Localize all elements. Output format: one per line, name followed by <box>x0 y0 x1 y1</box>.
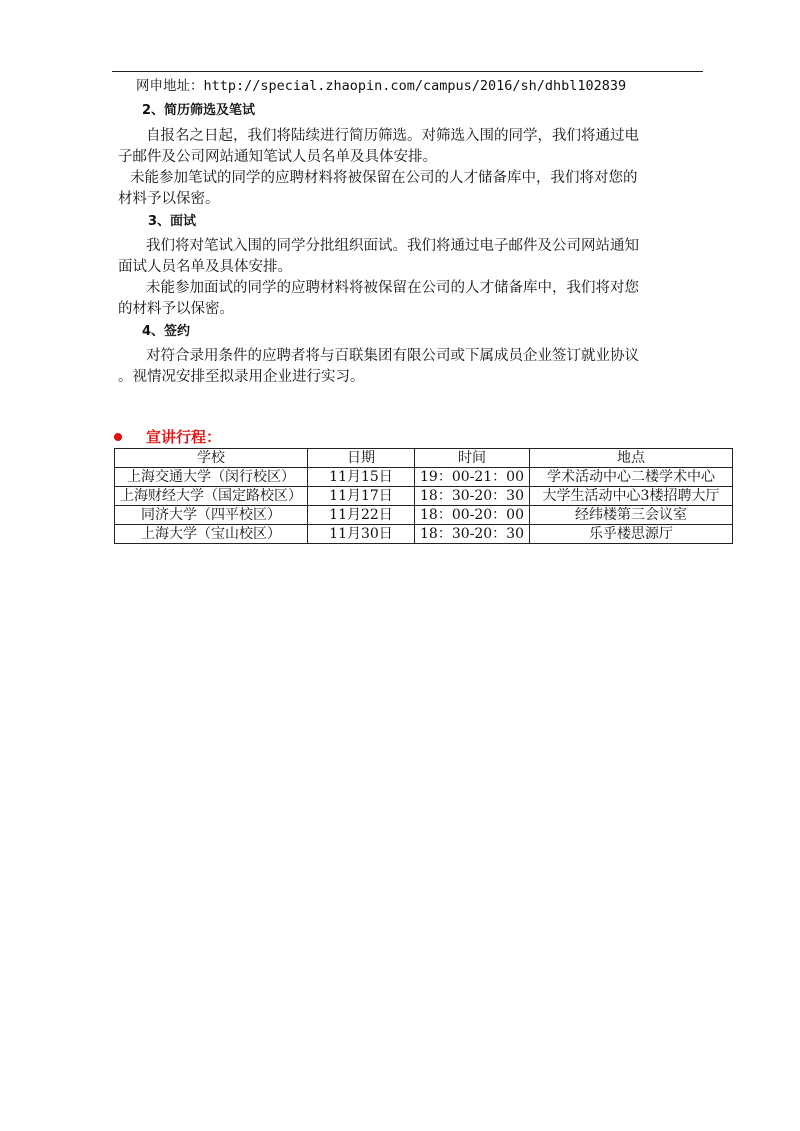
table-row <box>115 525 733 544</box>
cell-date: 11月22日 <box>308 506 415 525</box>
paragraph-line: 的材料予以保密。 <box>118 301 234 317</box>
paragraph-line: 。视情况安排至拟录用企业进行实习。 <box>118 369 365 385</box>
cell-location: 大学生活动中心3楼招聘大厅 <box>530 487 733 506</box>
cell-time: 19：00-21：00 <box>415 468 530 487</box>
schedule-table <box>114 448 733 544</box>
paragraph-line: 材料予以保密。 <box>118 191 220 207</box>
cell-time: 18：00-20：00 <box>415 506 530 525</box>
cell-date: 11月17日 <box>308 487 415 506</box>
header-date: 日期 <box>308 449 415 468</box>
cell-school: 上海财经大学（国定路校区） <box>115 487 308 506</box>
paragraph-line: 自报名之日起，我们将陆续进行简历筛选。对筛选入围的同学，我们将通过电 <box>146 128 639 144</box>
cell-location: 经纬楼第三会议室 <box>530 506 733 525</box>
section-heading-signing: 4、签约 <box>142 324 191 339</box>
table-row <box>115 468 733 487</box>
cell-location: 学术活动中心二楼学术中心 <box>530 468 733 487</box>
header-location: 地点 <box>530 449 733 468</box>
header-time: 时间 <box>415 449 530 468</box>
bullet-icon <box>114 433 122 441</box>
header-school: 学校 <box>115 449 308 468</box>
section-heading-screening: 2、简历筛选及笔试 <box>142 103 256 118</box>
cell-time: 18：30-20：30 <box>415 525 530 544</box>
paragraph-line: 未能参加笔试的同学的应聘材料将被保留在公司的人才储备库中，我们将对您的 <box>130 170 638 186</box>
cell-school: 同济大学（四平校区） <box>115 506 308 525</box>
paragraph-line: 未能参加面试的同学的应聘材料将被保留在公司的人才储备库中，我们将对您 <box>146 280 639 296</box>
header-rule <box>112 71 703 72</box>
cell-school: 上海大学（宝山校区） <box>115 525 308 544</box>
cell-date: 11月30日 <box>308 525 415 544</box>
cell-date: 11月15日 <box>308 468 415 487</box>
cell-time: 18：30-20：30 <box>415 487 530 506</box>
cell-school: 上海交通大学（闵行校区） <box>115 468 308 487</box>
paragraph-line: 对符合录用条件的应聘者将与百联集团有限公司或下属成员企业签订就业协议 <box>146 348 639 364</box>
section-heading-interview: 3、面试 <box>148 214 197 229</box>
paragraph-line: 我们将对笔试入围的同学分批组织面试。我们将通过电子邮件及公司网站通知 <box>146 238 639 254</box>
schedule-title: 宣讲行程： <box>146 428 222 446</box>
cell-location: 乐乎楼思源厅 <box>530 525 733 544</box>
paragraph-line: 面试人员名单及具体安排。 <box>118 259 292 275</box>
paragraph-line: 子邮件及公司网站通知笔试人员名单及具体安排。 <box>118 149 437 165</box>
table-header-row <box>115 449 733 468</box>
table-row <box>115 487 733 506</box>
table-row <box>115 506 733 525</box>
apply-address: 网申地址：http://special.zhaopin.com/campus/2016/sh/dhbl102839 <box>136 78 627 94</box>
